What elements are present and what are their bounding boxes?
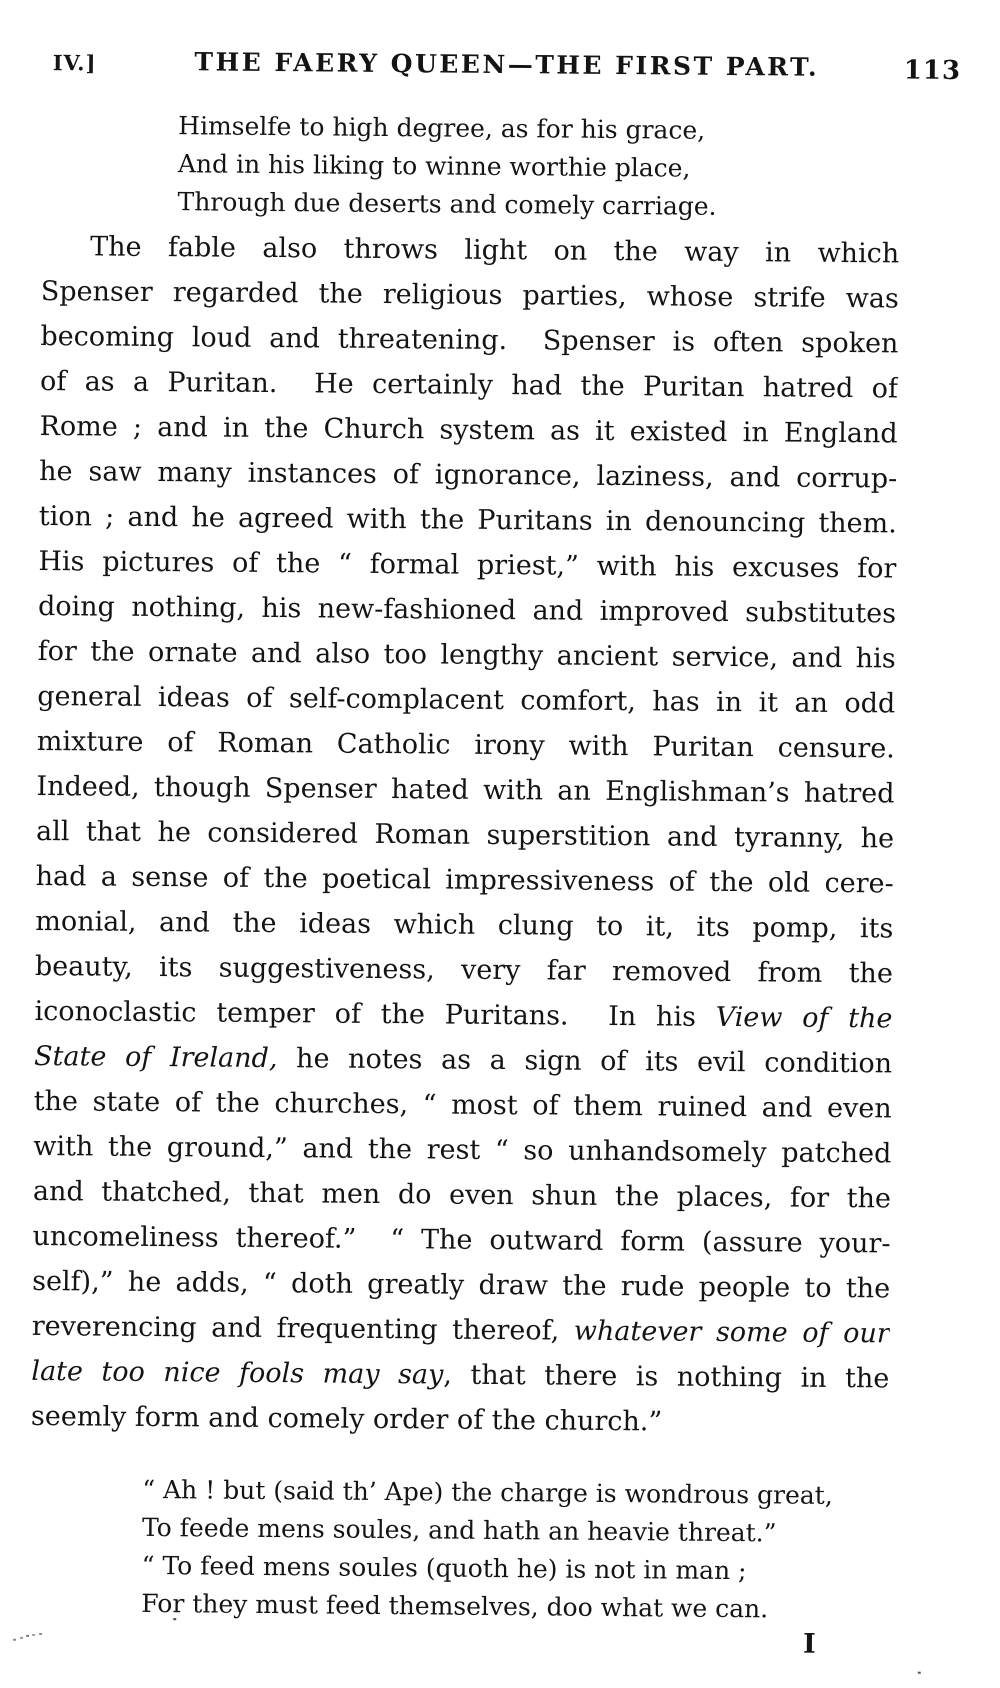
body-text-line [39,494,897,546]
page-number: 113 [903,55,962,86]
body-text-line [39,449,897,501]
scan-smudge-artifact [13,1639,16,1641]
body-text-line [33,1124,891,1176]
body-text-line [41,269,899,321]
body-text: the state of the churches, “ most of them ruined and even [33,1085,892,1125]
verse-line: To feede mens soules, and hath an heavie threat.” [141,1512,777,1548]
body-text: tion ; and he agreed with the Puritans in denouncing them. [38,500,897,540]
body-text: with the ground,” and the rest “ so unhandsomely patched [33,1130,892,1170]
body-text-line [32,1304,890,1356]
italic-text: State of Ireland, [33,1040,278,1075]
body-text: reverencing and frequenting thereof, [31,1310,574,1347]
body-text-line [35,899,893,951]
body-text: , that there is nothing in the [443,1359,890,1395]
body-text: Rome ; and in the Church system as it existed in England [39,410,898,450]
body-text-line [37,629,895,681]
body-text: all that he considered Roman superstition and tyranny, he [35,815,895,855]
body-text: mixture of Roman Catholic irony with Puritan censure. [36,725,895,765]
body-text-line [36,854,894,906]
body-text-line [31,1349,889,1401]
body-text-line [32,1259,890,1311]
body-text-line [40,314,898,366]
body-text: seemly form and comely order of the church.” [30,1400,663,1438]
chapter-marker: IV.] [52,50,97,76]
body-text: becoming loud and threatening. Spenser is often spoken [40,320,899,360]
body-text: for the ornate and also too lengthy ancient service, and his [37,635,896,675]
running-title: THE FAERY QUEEN—THE FIRST PART. [194,47,820,82]
body-text-line [34,1034,892,1086]
body-text: Spenser regarded the religious parties, whose strife was [40,275,899,315]
body-text: His pictures of the “ formal priest,” with his excuses for [38,545,897,585]
body-text-line [41,224,899,276]
body-text-line [34,989,892,1041]
body-text-line [38,584,896,636]
body-text: and thatched, that men do even shun the places, for the [32,1175,892,1215]
body-text-line [36,764,894,816]
body-text-line [40,359,898,411]
body-text: of as a Puritan. He certainly had the Puritan hatred of [39,365,899,405]
body-text: The fable also throws light on the way in which [90,231,900,270]
verse-line: “ To feed mens soules (quoth he) is not in man ; [141,1550,747,1586]
body-text-line [38,539,896,591]
body-text-line [39,404,897,456]
body-text: he saw many instances of ignorance, laziness, and corrup- [39,455,898,495]
body-text-line [36,809,894,861]
body-text-line [31,1394,889,1446]
body-text-line [35,944,893,996]
body-text: general ideas of self-complacent comfort, has in it an odd [37,680,896,720]
body-text: beauty, its suggestiveness, very far removed from the [34,950,894,990]
verse-line: Through due deserts and comely carriage. [177,187,717,221]
verse-line: For they must feed themselves, doo what we can. [141,1588,769,1624]
body-text-line [37,719,895,771]
body-text: had a sense of the poetical impressiveness of the old cere- [35,860,894,900]
verse-line: And in his liking to winne worthie place, [177,149,691,183]
body-text: self),” he adds, “ doth greatly draw the rude people to the [32,1265,891,1305]
italic-text: whatever some of our [573,1315,890,1350]
opening-verse-quote [177,107,717,226]
italic-text: late too nice fools may say [31,1355,444,1391]
italic-text: View of the [715,1001,893,1035]
body-text-line [32,1214,890,1266]
printer-signature-mark: I [802,1628,816,1660]
body-text-line [37,674,895,726]
body-paragraph [31,224,900,1446]
body-text: iconoclastic temper of the Puritans. In his [34,995,716,1033]
body-text: monial, and the ideas which clung to it, its pomp, its [35,905,894,945]
body-text: doing nothing, his new-fashioned and improved substitutes [37,590,897,630]
body-text-line [33,1169,891,1221]
closing-verse-quote [141,1471,833,1629]
verse-line: Himselfe to high degree, as for his grace, [178,111,706,145]
verse-line: “ Ah ! but (said th’ Ape) the charge is wondrous great, [142,1474,833,1510]
body-text-line [34,1079,892,1131]
body-text: uncomeliness thereof.” “ The outward form (assure your- [32,1220,891,1260]
body-text: he notes as a sign of its evil condition [277,1043,893,1080]
body-text: Indeed, though Spenser hated with an Englishman’s hatred [36,770,895,810]
